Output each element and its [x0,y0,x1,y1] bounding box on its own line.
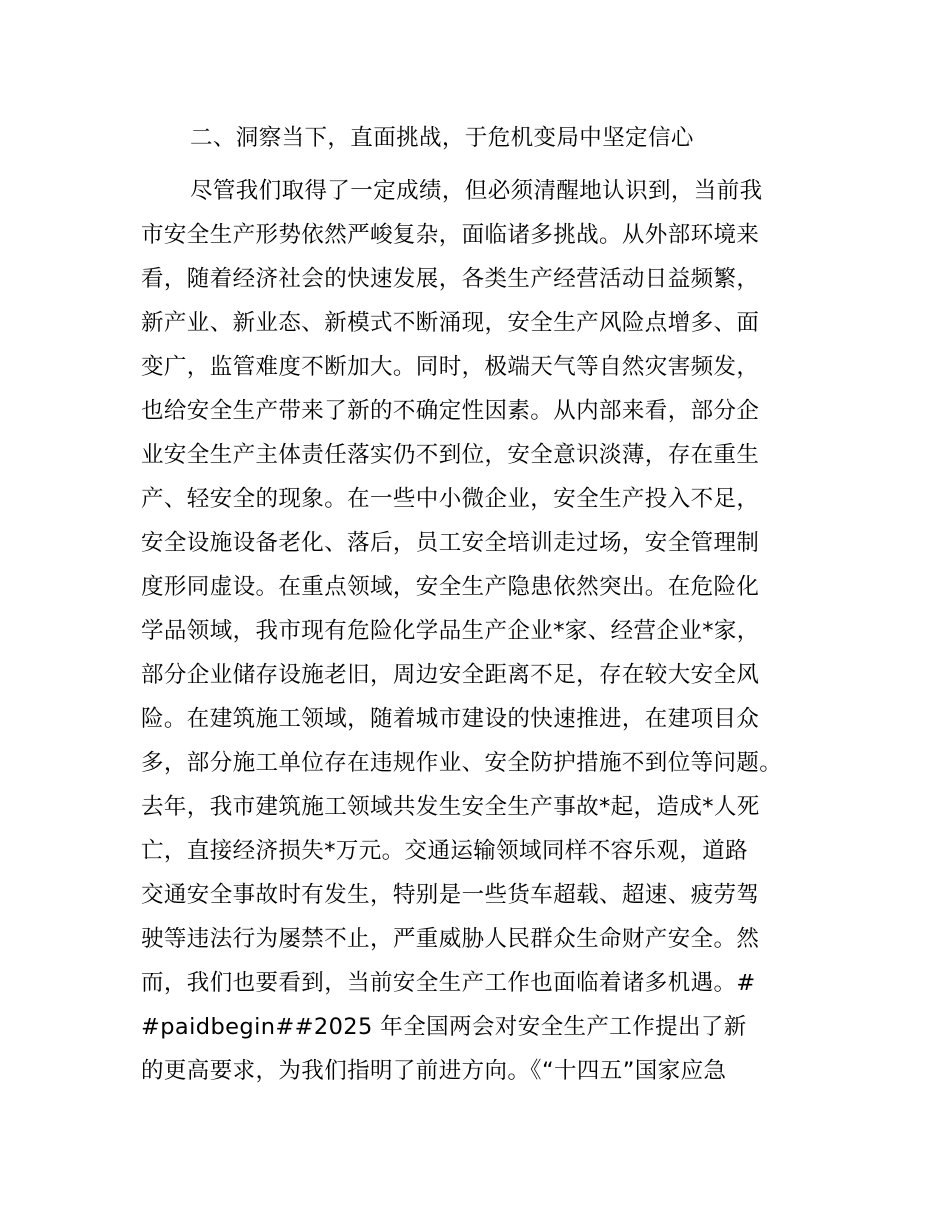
paragraph-line: 而，我们也要看到，当前安全生产工作也面临着诸多机遇。# [141,970,756,996]
paragraph-line: 亡，直接经济损失*万元。交通运输领域同样不容乐观，道路 [141,838,749,864]
paragraph-line: 多，部分施工单位存在违规作业、安全防护措施不到位等问题。 [141,750,783,776]
paragraph-line: 度形同虚设。在重点领域，安全生产隐患依然突出。在危险化 [141,574,760,600]
paragraph-line: #paidbegin##2025 年全国两会对安全生产工作提出了新 [141,1014,747,1040]
section-heading: 二、洞察当下，直面挑战，于危机变局中坚定信心 [190,125,694,151]
paragraph-line: 去年，我市建筑施工领域共发生安全生产事故*起，造成*人死 [141,794,760,820]
paragraph-line: 的更高要求，为我们指明了前进方向。《“十四五”国家应急 [141,1058,727,1084]
paragraph-line: 尽管我们取得了一定成绩，但必须清醒地认识到，当前我 [190,178,763,204]
paragraph-line: 产、轻安全的现象。在一些中小微企业，安全生产投入不足， [141,486,760,512]
paragraph-line: 驶等违法行为屡禁不止，严重威胁人民群众生命财产安全。然 [141,926,760,952]
paragraph-line: 业安全生产主体责任落实仍不到位，安全意识淡薄，存在重生 [141,442,760,468]
paragraph-line: 部分企业储存设施老旧，周边安全距离不足，存在较大安全风 [141,662,760,688]
paragraph-line: 交通安全事故时有发生，特别是一些货车超载、超速、疲劳驾 [141,882,760,908]
paragraph-line: 学品领域，我市现有危险化学品生产企业*家、经营企业*家， [141,618,760,644]
paragraph-line: 安全设施设备老化、落后，员工安全培训走过场，安全管理制 [141,530,760,556]
paragraph-line: 市安全生产形势依然严峻复杂，面临诸多挑战。从外部环境来 [141,222,760,248]
paragraph-line: 看，随着经济社会的快速发展，各类生产经营活动日益频繁， [141,266,760,292]
paragraph-line: 险。在建筑施工领域，随着城市建设的快速推进，在建项目众 [141,706,760,732]
paragraph-line: 变广，监管难度不断加大。同时，极端天气等自然灾害频发， [141,354,760,380]
paragraph-line: 新产业、新业态、新模式不断涌现，安全生产风险点增多、面 [141,310,760,336]
paragraph-line: 也给安全生产带来了新的不确定性因素。从内部来看，部分企 [141,398,760,424]
